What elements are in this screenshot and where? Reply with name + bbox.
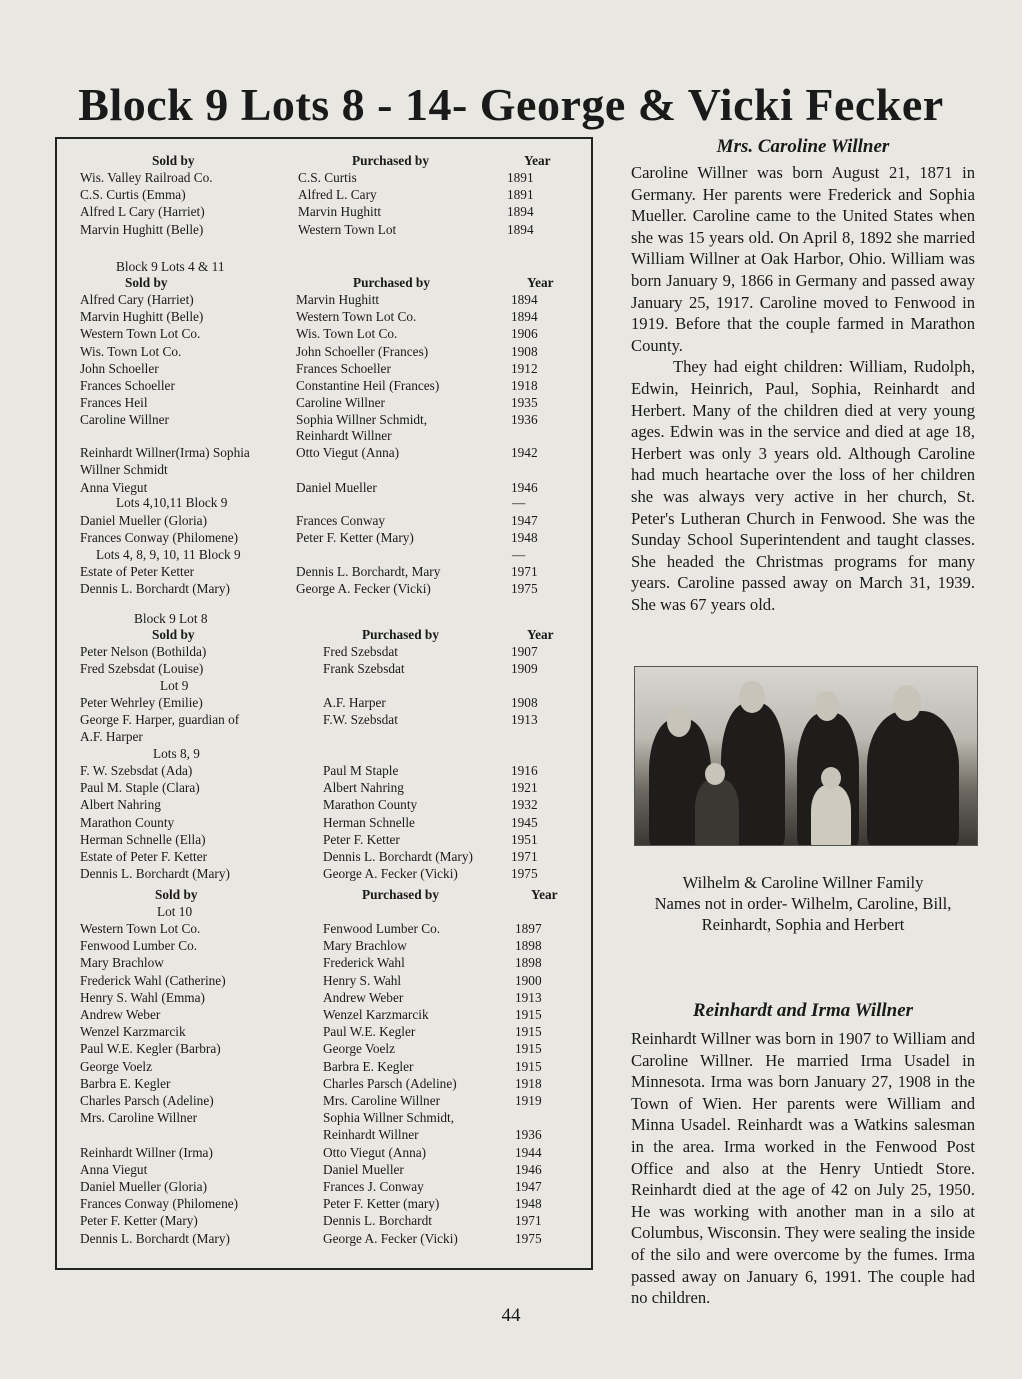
deed-buyer: Frances J. Conway	[323, 1179, 424, 1194]
deed-buyer: Western Town Lot Co.	[296, 309, 417, 325]
deed-dash: —	[512, 547, 526, 562]
deed-seller: Anna Viegut	[80, 479, 148, 495]
deed-buyer: Paul W.E. Kegler	[323, 1024, 416, 1040]
deed-buyer: Dennis L. Borchardt, Mary	[296, 564, 441, 579]
deed-year: 1915	[515, 1041, 542, 1057]
deed-year: 1975	[511, 866, 538, 882]
deed-seller: Mary Brachlow	[80, 955, 164, 971]
deed-seller: Barbra E. Kegler	[80, 1075, 171, 1091]
deed-year: 1909	[511, 661, 538, 677]
reinhardt-paragraph-1: Reinhardt Willner was born in 1907 to William and Caroline Willner. He married Irma Usadel in Minnesota. Irma was born January 27, 1908 in the Town of Wien. Her parents were William and Minna Usadel. Reinhardt was a Watkins salesman in the area. Irma worked in the Fenwood Post Office and also at the Henry Untiedt Store. Reinhardt died at the age of 42 on July 25, 1950. He was working with another man in a silo at Columbus, Wisconsin. They were sealing the inside of the silo and were overcome by the fumes. Irma passed away on January 6, 1991. The couple had no children.	[631, 1029, 975, 1308]
deed-buyer: Frances Schoeller	[296, 360, 391, 376]
deed-seller: Willner Schmidt	[80, 462, 168, 478]
deed-buyer: Frederick Wahl	[323, 955, 405, 971]
deed-buyer: C.S. Curtis	[298, 170, 357, 185]
deed-seller: John Schoeller	[80, 360, 159, 376]
deed-seller: Reinhardt Willner(Irma) Sophia	[80, 445, 250, 461]
deed-buyer: Dennis L. Borchardt	[323, 1213, 432, 1229]
deed-seller: Daniel Mueller (Gloria)	[80, 1179, 208, 1194]
deed-seller: George F. Harper, guardian of	[80, 712, 240, 728]
deed-seller: Marvin Hughitt (Belle)	[80, 309, 204, 325]
deed-buyer: Frances Conway	[296, 513, 385, 528]
deed-seller: Marvin Hughitt (Belle)	[80, 221, 204, 237]
deed-buyer: George Voelz	[323, 1041, 396, 1057]
deed-seller: Anna Viegut	[80, 1161, 148, 1177]
deed-subheading: Block 9 Lots 4 & 11	[116, 259, 225, 274]
deed-buyer: Andrew Weber	[323, 989, 404, 1005]
deed-buyer: George A. Fecker (Vicki)	[296, 581, 431, 597]
deed-seller: Wenzel Karzmarcik	[80, 1024, 186, 1040]
deed-seller: Marathon County	[80, 814, 175, 830]
reinhardt-heading: Reinhardt and Irma Willner	[692, 1000, 914, 1021]
deed-buyer: Constantine Heil (Frances)	[296, 378, 440, 393]
deed-buyer: Marvin Hughitt	[298, 204, 382, 220]
deed-seller: Daniel Mueller (Gloria)	[80, 513, 208, 528]
deed-buyer: Reinhardt Willner	[296, 428, 392, 443]
column-header-year: Year	[527, 627, 554, 642]
deed-year: 1936	[511, 412, 538, 428]
page-title: Block 9 Lots 8 - 14- George & Vicki Fecker	[78, 79, 944, 130]
deed-year: 1891	[507, 170, 534, 185]
deed-subheading: Lots 8, 9	[153, 746, 200, 761]
column-header-sold-by: Sold by	[152, 627, 195, 642]
deed-buyer: George A. Fecker (Vicki)	[323, 866, 458, 882]
deed-buyer: Herman Schnelle	[323, 814, 415, 830]
deed-buyer: Fenwood Lumber Co.	[323, 921, 441, 936]
photo-figure	[695, 779, 739, 846]
deed-seller: Western Town Lot Co.	[80, 326, 201, 342]
deed-year: 1894	[511, 292, 538, 307]
photo-figure	[811, 785, 851, 846]
deed-seller: Estate of Peter Ketter	[80, 564, 195, 579]
deed-seller: Reinhardt Willner (Irma)	[80, 1144, 213, 1160]
deed-year: 1975	[515, 1230, 542, 1246]
deed-seller: Dennis L. Borchardt (Mary)	[80, 1230, 230, 1246]
deed-seller: Peter F. Ketter (Mary)	[80, 1213, 198, 1229]
caption-line: Names not in order- Wilhelm, Caroline, Bill,	[654, 894, 952, 913]
deed-buyer: Daniel Mueller	[323, 1161, 404, 1177]
deed-subheading: Block 9 Lot 8	[134, 611, 208, 626]
deed-seller: Mrs. Caroline Willner	[80, 1110, 198, 1126]
deed-buyer: A.F. Harper	[323, 695, 386, 710]
caroline-text	[631, 162, 975, 615]
deed-buyer: Peter F. Ketter (mary)	[323, 1196, 440, 1212]
deed-seller: Caroline Willner	[80, 412, 169, 428]
caption-line: Reinhardt, Sophia and Herbert	[701, 915, 905, 934]
deed-seller: Peter Wehrley (Emilie)	[80, 695, 203, 710]
deed-buyer: Albert Nahring	[323, 780, 404, 796]
column-header-purchased-by: Purchased by	[362, 627, 439, 642]
caroline-paragraph-1: Caroline Willner was born August 21, 1871 in Germany. Her parents were Frederick and Sophia Mueller. Caroline came to the United States when she was 15 years old. On April 8, 1892 she married William Willner at Oak Harbor, Ohio. William was born January 9, 1866 in Germany and passed away January 25, 1917. Caroline moved to Fenwood in 1919. Before that the couple farmed in Marathon County.	[631, 163, 975, 355]
deed-seller: Frances Conway (Philomene)	[80, 1196, 239, 1212]
deed-seller: Andrew Weber	[80, 1007, 161, 1022]
deed-year: 1918	[515, 1075, 542, 1091]
deed-buyer: Fred Szebsdat	[323, 644, 398, 659]
deed-buyer: Charles Parsch (Adeline)	[323, 1075, 457, 1091]
family-photo	[634, 666, 978, 846]
deed-seller: Peter Nelson (Bothilda)	[80, 644, 207, 659]
deed-buyer: Frank Szebsdat	[323, 661, 405, 677]
deed-year: 1946	[515, 1161, 542, 1177]
deed-buyer: Dennis L. Borchardt (Mary)	[323, 849, 473, 864]
deed-buyer: Western Town Lot	[298, 221, 397, 237]
deed-buyer: Sophia Willner Schmidt,	[323, 1110, 455, 1126]
deed-dash: —	[512, 495, 526, 510]
deed-buyer: Paul M Staple	[323, 763, 399, 778]
deed-buyer: Wenzel Karzmarcik	[323, 1007, 429, 1022]
column-header-purchased-by: Purchased by	[352, 153, 429, 168]
deed-year: 1948	[515, 1196, 542, 1212]
deed-seller: Dennis L. Borchardt (Mary)	[80, 581, 230, 597]
deed-buyer: Henry S. Wahl	[323, 972, 402, 988]
column-header-sold-by: Sold by	[125, 275, 168, 290]
deed-year: 1971	[511, 849, 538, 864]
deed-year: 1898	[515, 955, 542, 971]
deed-buyer: George A. Fecker (Vicki)	[323, 1230, 458, 1246]
deed-year: 1935	[511, 395, 538, 411]
deed-buyer: Peter F. Ketter	[323, 831, 400, 847]
column-header-sold-by: Sold by	[155, 887, 198, 902]
deed-seller: Paul M. Staple (Clara)	[80, 780, 200, 796]
deed-year: 1947	[511, 513, 538, 528]
page-number: 44	[501, 1305, 521, 1326]
column-header-year: Year	[527, 275, 554, 290]
deed-buyer: Wis. Town Lot Co.	[296, 326, 398, 342]
deed-seller: Frances Schoeller	[80, 378, 175, 393]
caroline-section	[631, 136, 975, 615]
deed-year: 1918	[511, 378, 538, 393]
photo-face	[821, 767, 841, 789]
deed-year: 1907	[511, 644, 538, 659]
deed-subheading: Lots 4,10,11 Block 9	[116, 495, 228, 510]
deed-seller: Estate of Peter F. Ketter	[80, 849, 208, 864]
column-header-year: Year	[524, 153, 551, 168]
deed-seller: Paul W.E. Kegler (Barbra)	[80, 1041, 221, 1057]
deed-seller: Western Town Lot Co.	[80, 921, 201, 936]
deed-seller: Fred Szebsdat (Louise)	[80, 661, 204, 677]
deed-year: 1936	[515, 1127, 542, 1143]
photo-face	[705, 763, 725, 785]
deed-year: 1944	[515, 1144, 542, 1160]
deed-seller: F. W. Szebsdat (Ada)	[80, 763, 193, 778]
deed-year: 1916	[511, 763, 538, 778]
deed-year: 1915	[515, 1024, 542, 1040]
deed-buyer: Mrs. Caroline Willner	[323, 1093, 441, 1108]
deed-year: 1942	[511, 445, 538, 461]
deed-seller: Frederick Wahl (Catherine)	[80, 972, 226, 988]
deed-year: 1947	[515, 1179, 542, 1194]
deed-year: 1894	[511, 309, 538, 325]
deed-year: 1908	[511, 695, 538, 710]
deed-seller: Henry S. Wahl (Emma)	[80, 989, 205, 1005]
deed-subheading: Lot 10	[157, 904, 193, 919]
deed-buyer: Otto Viegut (Anna)	[296, 445, 400, 461]
deed-year: 1971	[511, 564, 538, 579]
deed-buyer: Otto Viegut (Anna)	[323, 1144, 427, 1160]
deed-buyer: Marathon County	[323, 797, 418, 813]
deed-seller: Frances Heil	[80, 395, 148, 411]
deed-seller: Wis. Valley Railroad Co.	[80, 170, 213, 185]
deed-year: 1906	[511, 326, 538, 342]
caroline-paragraph-2: They had eight children: William, Rudolph, Edwin, Heinrich, Paul, Sophia, Reinhardt and Herbert. Many of the children died at very young ages. Edwin was in the service and died at age 18, Herbert was only 3 years old. Although Caroline had much heartache over the loss of her children she was always very active in her church, St. Peter's Lutheran Church in Fenwood. She was the Sunday School Superintendent and taught classes. She headed the Christmas programs for many years. Caroline passed away on March 31, 1939. She was 67 years old.	[631, 357, 975, 614]
deed-year: 1948	[511, 530, 538, 546]
column-header-purchased-by: Purchased by	[362, 887, 439, 902]
column-header-year: Year	[531, 887, 558, 902]
deed-seller: Wis. Town Lot Co.	[80, 343, 182, 359]
deed-year: 1898	[515, 938, 542, 954]
reinhardt-text	[631, 1028, 975, 1309]
deed-seller: A.F. Harper	[80, 729, 143, 745]
deed-year: 1894	[507, 204, 534, 220]
deed-year: 1945	[511, 814, 538, 830]
deed-buyer: Caroline Willner	[296, 395, 385, 411]
deed-seller: Albert Nahring	[80, 797, 161, 813]
photo-face	[739, 681, 765, 713]
deed-year: 1951	[511, 831, 538, 847]
column-header-purchased-by: Purchased by	[353, 275, 430, 290]
deed-subheading: Lot 9	[160, 678, 189, 693]
deed-subheading: Lots 4, 8, 9, 10, 11 Block 9	[96, 547, 241, 562]
photo-figure	[867, 711, 959, 846]
photo-face	[893, 685, 921, 721]
deed-year: 1912	[511, 360, 538, 376]
deed-seller: Frances Conway (Philomene)	[80, 530, 239, 546]
deed-buyer: Marvin Hughitt	[296, 292, 380, 307]
deed-year: 1900	[515, 972, 542, 988]
deed-buyer: Mary Brachlow	[323, 938, 407, 954]
deed-seller: Charles Parsch (Adeline)	[80, 1093, 214, 1108]
deed-year: 1921	[511, 780, 538, 796]
deed-seller: Herman Schnelle (Ella)	[80, 831, 206, 847]
deed-year: 1915	[515, 1058, 542, 1074]
deed-seller: C.S. Curtis (Emma)	[80, 187, 186, 203]
deed-year: 1897	[515, 921, 542, 936]
deed-year: 1913	[515, 989, 542, 1005]
reinhardt-section	[631, 1000, 975, 1309]
deed-year: 1975	[511, 581, 538, 597]
deed-seller: Alfred Cary (Harriet)	[80, 292, 194, 307]
deed-seller: Dennis L. Borchardt (Mary)	[80, 866, 230, 882]
deed-buyer: Barbra E. Kegler	[323, 1058, 414, 1074]
deed-buyer: Sophia Willner Schmidt,	[296, 412, 428, 428]
deed-year: 1915	[515, 1007, 542, 1022]
deed-buyer: Reinhardt Willner	[323, 1127, 419, 1143]
deed-year: 1913	[511, 712, 538, 728]
deed-buyer: Alfred L. Cary	[298, 187, 377, 203]
deed-year: 1891	[507, 187, 534, 203]
deed-seller: Alfred L Cary (Harriet)	[80, 204, 205, 220]
photo-face	[667, 707, 691, 737]
deed-buyer: F.W. Szebsdat	[323, 712, 398, 728]
deed-buyer: John Schoeller (Frances)	[296, 343, 429, 359]
deed-seller: George Voelz	[80, 1058, 153, 1074]
deed-buyer: Peter F. Ketter (Mary)	[296, 530, 414, 546]
deed-year: 1971	[515, 1213, 542, 1229]
deed-year: 1946	[511, 479, 538, 495]
caption-line: Wilhelm & Caroline Willner Family	[682, 873, 924, 892]
deed-buyer: Daniel Mueller	[296, 479, 377, 495]
deed-year: 1932	[511, 797, 538, 813]
deed-year: 1919	[515, 1093, 542, 1108]
photo-caption	[631, 872, 975, 935]
deed-year: 1894	[507, 221, 534, 237]
caroline-heading: Mrs. Caroline Willner	[716, 136, 890, 157]
column-header-sold-by: Sold by	[152, 153, 195, 168]
photo-face	[815, 691, 839, 721]
deed-seller: Fenwood Lumber Co.	[80, 938, 198, 954]
deed-year: 1908	[511, 343, 538, 359]
